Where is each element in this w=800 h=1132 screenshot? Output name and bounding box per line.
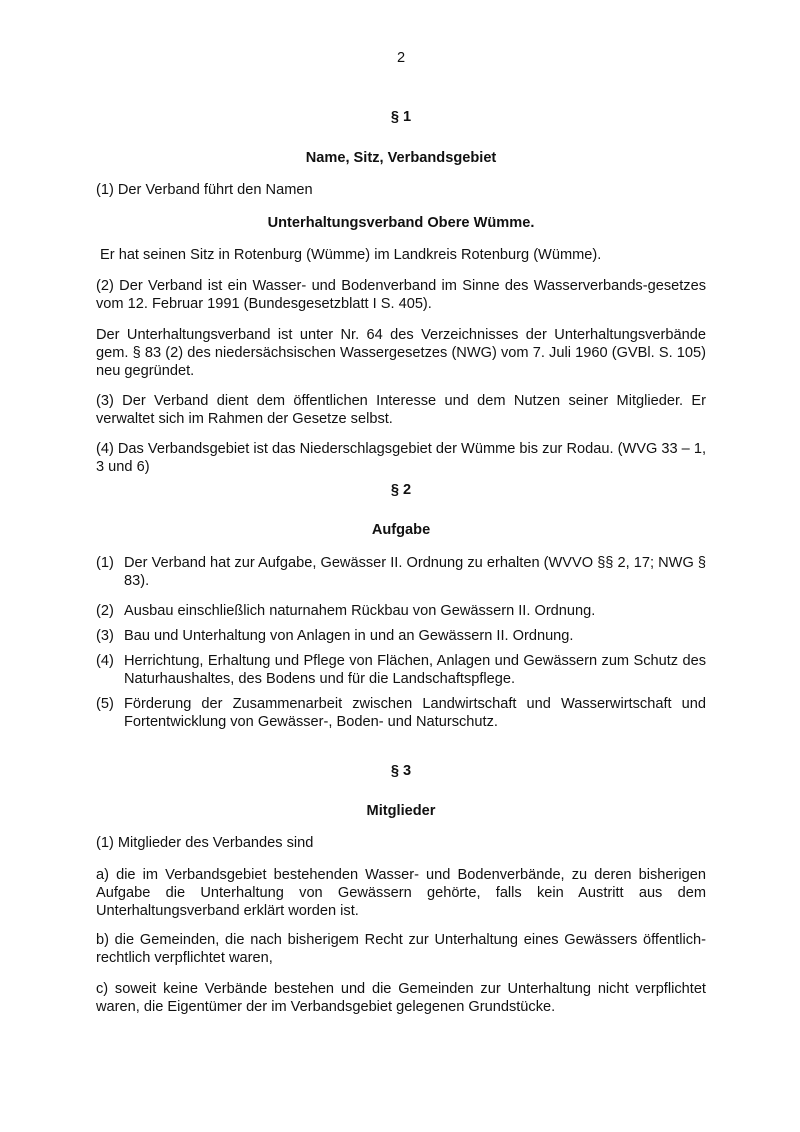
section-1-symbol: § 1 [390,109,412,125]
section-1-para-2b: Der Unterhaltungsverband ist unter Nr. 64 des Verzeichnisses der Unterhaltungsverbände gem. § 83 (2) des niedersächsischen Wassergesetzes (NWG) vom 7. Juli 1960 (GVBl. S. 105) neu gegründet. [96,327,706,379]
section-2-item-2 [96,602,706,620]
section-1-title: Name, Sitz, Verbandsgebiet [305,150,497,166]
item-number: (2) [96,603,114,619]
item-text: Herrichtung, Erhaltung und Pflege von Flächen, Anlagen und Gewässern zum Schutz des Naturhaushaltes, des Bodens und für die Landschaftspflege. [124,653,706,687]
item-number: (3) [96,628,114,644]
item-text: Ausbau einschließlich naturnahem Rückbau von Gewässern II. Ordnung. [124,603,596,619]
item-number: (5) [96,696,114,712]
item-number: (1) [96,555,114,571]
section-2-item-4 [96,652,706,688]
page-number: 2 [396,50,406,66]
section-3-para-c: c) soweit keine Verbände bestehen und die Gemeinden zur Unterhaltung nicht verpflichtet waren, die Eigentümer der im Verbandsgebiet gelegenen Grundstücke. [96,981,706,1015]
item-text: Bau und Unterhaltung von Anlagen in und an Gewässern II. Ordnung. [124,628,574,644]
item-text: Förderung der Zusammenarbeit zwischen Landwirtschaft und Wasserwirtschaft und Fortentwicklung von Gewässer-, Boden- und Naturschutz. [124,696,706,730]
section-1-para-2: (2) Der Verband ist ein Wasser- und Bodenverband im Sinne des Wasserverbands-gesetzes vom 12. Februar 1991 (Bundesgesetzblatt I S. 405). [96,278,706,312]
section-1-para-4: (4) Das Verbandsgebiet ist das Niederschlagsgebiet der Wümme bis zur Rodau. (WVG 33 – 1, 3 und 6) [96,441,706,475]
section-1-para-1: (1) Der Verband führt den Namen [96,182,313,198]
section-3-title: Mitglieder [366,803,436,819]
section-3-symbol: § 3 [390,763,412,779]
association-name: Unterhaltungsverband Obere Wümme. [267,215,535,231]
item-text: Der Verband hat zur Aufgabe, Gewässer II. Ordnung zu erhalten (WVVO §§ 2, 17; NWG § 83). [124,555,706,589]
section-1-para-1b: Er hat seinen Sitz in Rotenburg (Wümme) im Landkreis Rotenburg (Wümme). [96,247,602,263]
section-2-item-3 [96,627,706,645]
section-2-item-1 [96,554,706,590]
section-3-para-1: (1) Mitglieder des Verbandes sind [96,835,314,851]
section-2-item-5 [96,695,706,731]
section-2-title: Aufgabe [371,522,431,538]
section-3-para-a: a) die im Verbandsgebiet bestehenden Wasser- und Bodenverbände, zu deren bisherigen Aufgabe die Unterhaltung von Gewässern gehörte, falls kein Austritt aus dem Unterhaltungsverband erklärt worden ist. [96,867,706,919]
section-3-para-b: b) die Gemeinden, die nach bisherigem Recht zur Unterhaltung eines Gewässers öffentlich-rechtlich verpflichtet waren, [96,932,706,966]
section-1-para-3: (3) Der Verband dient dem öffentlichen Interesse und dem Nutzen seiner Mitglieder. Er verwaltet sich im Rahmen der Gesetze selbst. [96,393,706,427]
item-number: (4) [96,653,114,669]
section-2-symbol: § 2 [390,482,412,498]
